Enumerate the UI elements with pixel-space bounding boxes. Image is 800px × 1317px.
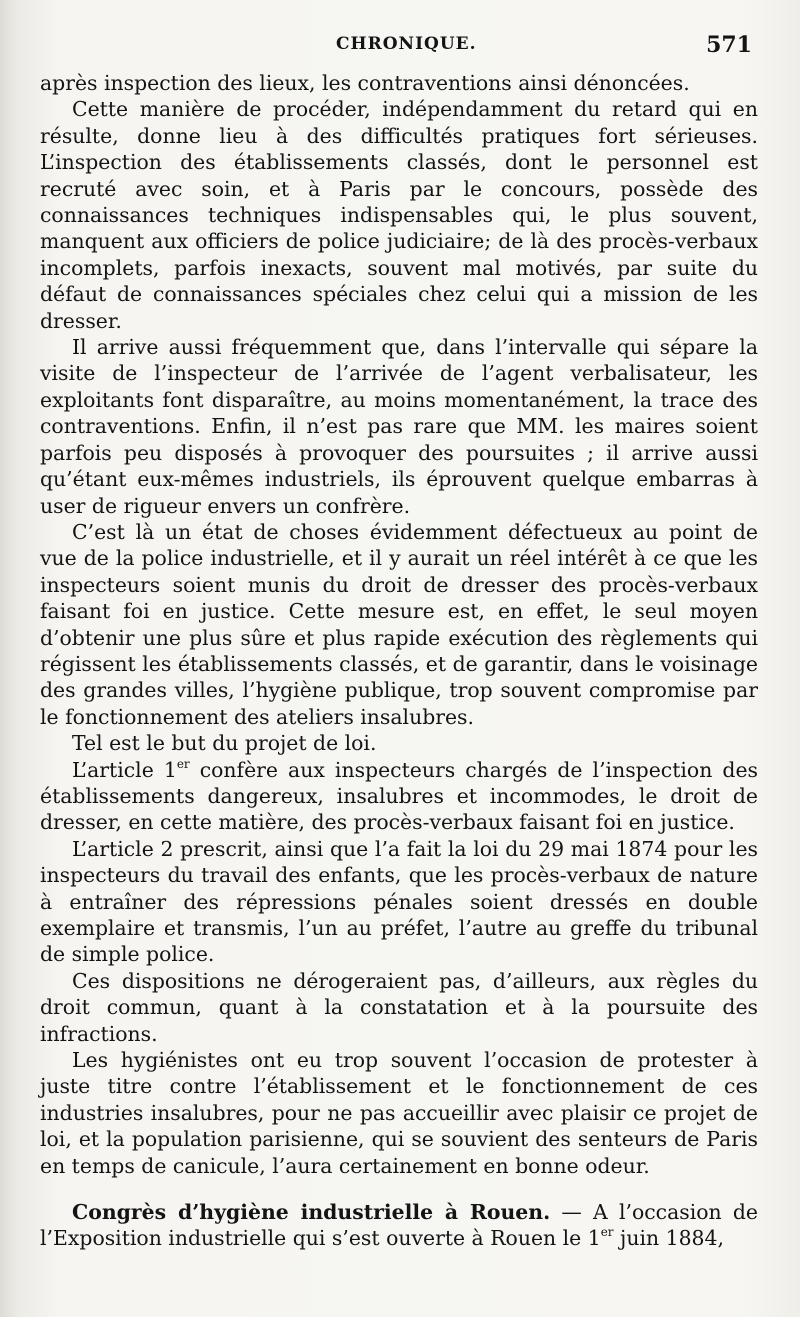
paragraph: C’est là un état de choses évidemment défectueux au point de vue de la police industrielle, et il y aurait un réel intérêt à ce que les inspecteurs soient munis du droit de dresser des procès-verbaux faisant foi en justice. Cette mesure est, en effet, le seul moyen d’obtenir une plus sûre et plus rapide exécution des règlements qui régissent les établissements classés, et de garantir, dans le voisinage des grandes villes, l’hygiène publique, trop souvent compromise par le fonctionnement des ateliers insalubres. [40,519,758,729]
paragraph: Tel est le but du projet de loi. [72,731,377,756]
ordinal-superscript: er [176,756,190,771]
section-text-start: — A l’occasion de l’Exposition industrielle qui s’est ouverte à Rouen le 1 [40,1200,758,1251]
paragraph-text-start: L’article 1 [72,757,177,782]
section-text-end: juin 1884, [613,1226,724,1251]
paragraph: Il arrive aussi fréquemment que, dans l’intervalle qui sépare la visite de l’inspecteur de l’arrivée de l’agent verbalisateur, les exploitants font disparaître, au moins momentanément, la trace des contraventions. Enfin, il n’est pas rare que MM. les maires soient parfois peu disposés à provoquer des poursuites ; il arrive aussi qu’étant eux-mêmes industriels, ils éprouvent quelque embarras à user de rigueur envers un confrère. [40,335,758,518]
paragraph-text-end: confère aux inspecteurs chargés de l’inspection des établissements dangereux, insalubres et incommodes, le droit de dresser, en cette matière, des procès-verbaux faisant foi en justice. [40,757,758,835]
paragraph-article-1 [40,757,758,836]
paragraph: Les hygiénistes ont eu trop souvent l’occasion de protester à juste titre contre l’établissement et le fonctionnement de ces industries insalubres, pour ne pas accueillir avec plaisir ce projet de loi, et la population parisienne, qui se souvient des senteurs de Paris en temps de canicule, l’aura certainement en bonne odeur. [40,1048,758,1178]
page-body [40,70,758,1252]
paragraph: Cette manière de procéder, indépendamment du retard qui en résulte, donne lieu à des difficultés pratiques fort sérieuses. L’inspection des établissements classés, dont le personnel est recruté avec soin, et à Paris par le concours, possède des connaissances techniques indispensables qui, le plus souvent, manquent aux officiers de police judiciaire; de là des procès-verbaux incomplets, parfois inexacts, souvent mal motivés, par suite du défaut de connaissances spéciales chez celui qui a mission de les dresser. [40,97,758,333]
section-heading: Congrès d’hygiène industrielle à Rouen. [72,1200,551,1225]
page-number: 571 [706,32,752,58]
section-paragraph [40,1199,758,1252]
paragraph-continuation: après inspection des lieux, les contraventions ainsi dénoncées. [40,71,690,95]
paragraph: L’article 2 prescrit, ainsi que l’a fait la loi du 29 mai 1874 pour les inspecteurs du travail des enfants, que les procès-verbaux de nature à entraîner des répressions pénales soient dressés en double exemplaire et transmis, l’un au préfet, l’autre au greffe du tribunal de simple police. [40,836,758,967]
ordinal-superscript: er [600,1225,614,1240]
running-head: CHRONIQUE. [336,34,477,54]
paragraph: Ces dispositions ne dérogeraient pas, d’ailleurs, aux règles du droit commun, quant à la constatation et à la poursuite des infractions. [40,968,758,1046]
page-header [44,32,760,62]
